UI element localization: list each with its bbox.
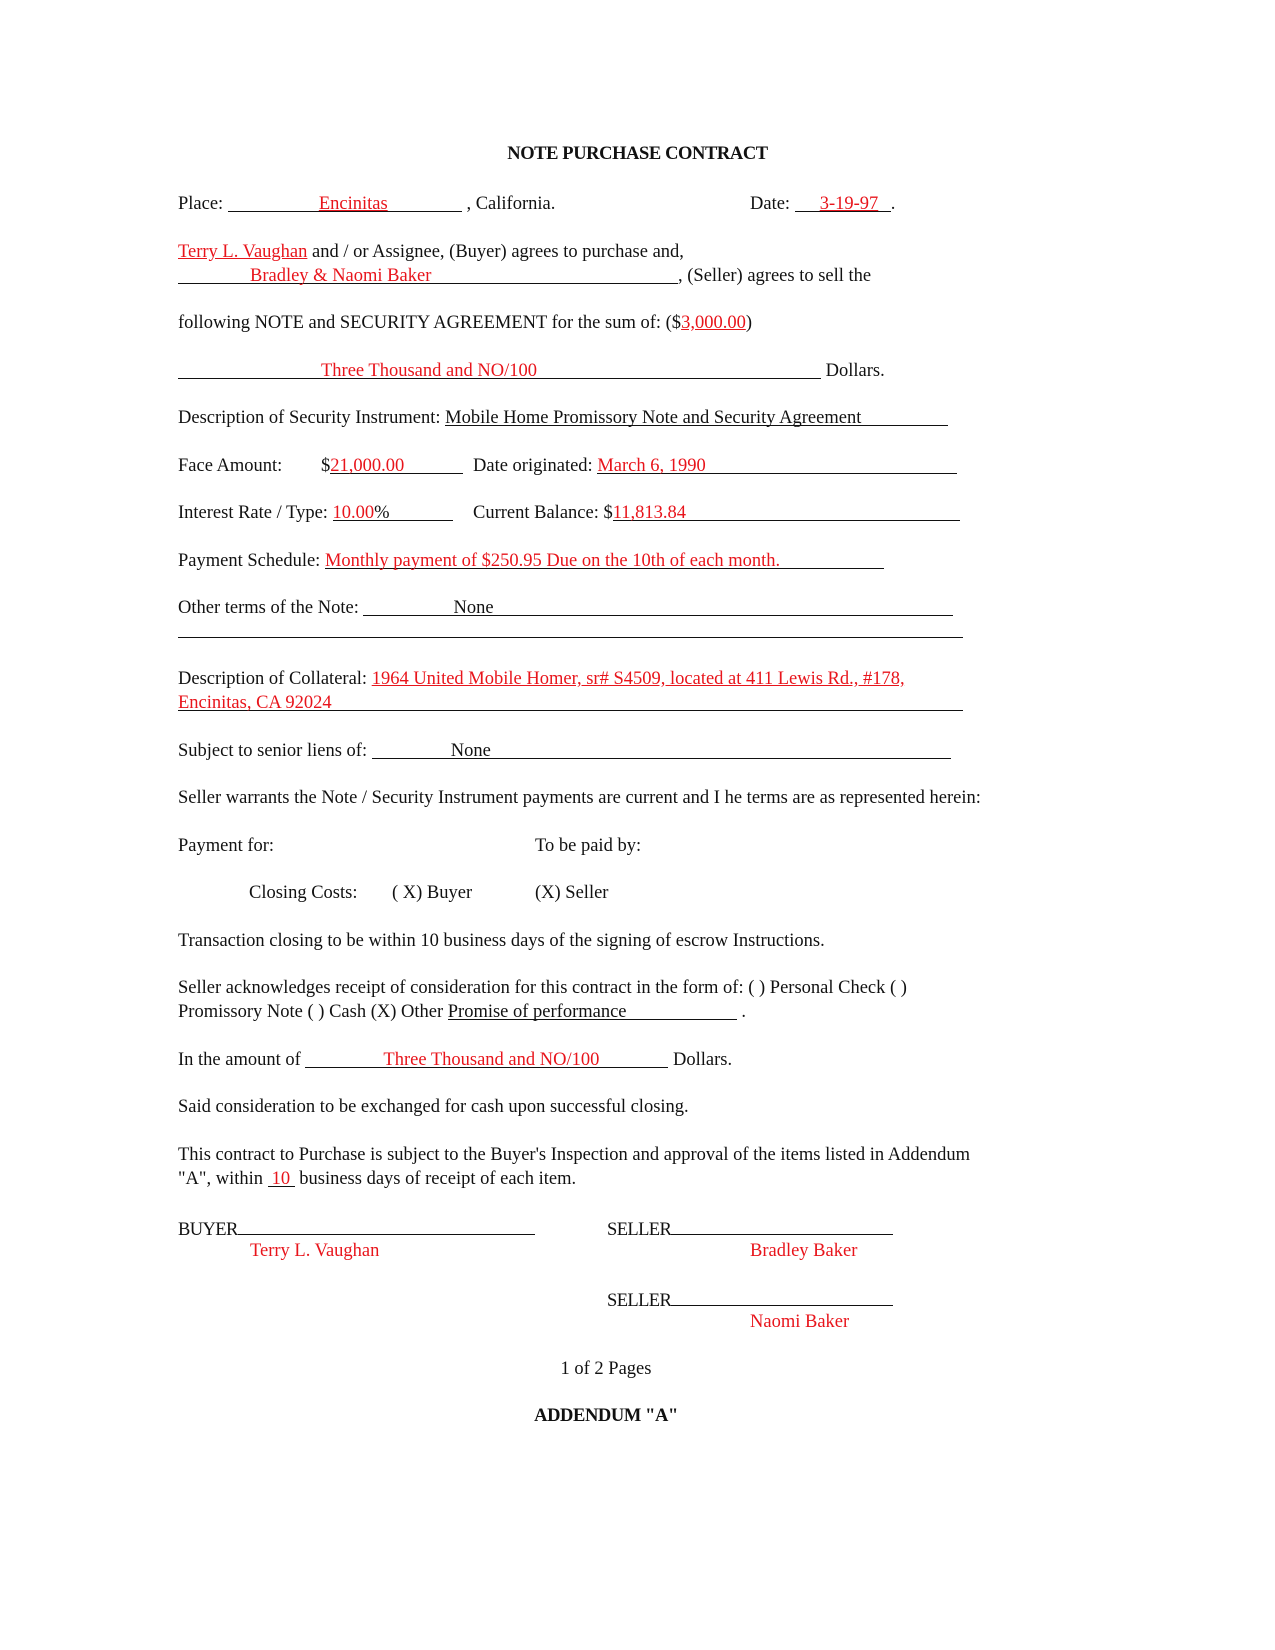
date-value: 3-19-97: [819, 194, 879, 214]
seller-clause: , (Seller) agrees to sell the: [678, 266, 872, 286]
inspection-days: 10: [271, 1169, 291, 1189]
liens-value: None: [450, 741, 491, 761]
place-value: Encinitas: [318, 194, 388, 214]
ack-line-1: Seller acknowledges receipt of consideration for this contract in the form of: ( ) Personal Check ( ): [178, 978, 907, 998]
closing-text: Transaction closing to be within 10 business days of the signing of escrow Instructions.: [178, 931, 825, 951]
buyer-sig-label: BUYER: [178, 1220, 238, 1240]
sum-value[interactable]: 3,000.00: [681, 313, 746, 333]
ack-other-field[interactable]: [448, 1001, 737, 1020]
balance-field[interactable]: [613, 502, 960, 521]
amount-value: Three Thousand and NO/100: [383, 1050, 600, 1070]
schedule-label: Payment Schedule:: [178, 551, 321, 571]
originated-row: [473, 455, 957, 477]
seller1-signature-row: [607, 1216, 893, 1241]
buyer-row: [178, 241, 684, 263]
ack-prefix: Promissory Note ( ) Cash (X) Other: [178, 1002, 444, 1022]
seller-row: [178, 265, 871, 287]
dollars-label: Dollars.: [825, 361, 885, 381]
date-field[interactable]: [795, 193, 891, 212]
collateral-row: [178, 668, 905, 690]
other-terms-row: [178, 597, 953, 619]
sum-words: Three Thousand and NO/100: [321, 361, 537, 381]
buyer-clause: and / or Assignee, (Buyer) agrees to purchase and,: [312, 242, 684, 262]
amount-field[interactable]: [305, 1049, 668, 1068]
collateral-line1[interactable]: 1964 United Mobile Homer, sr# S4509, located at 411 Lewis Rd., #178,: [371, 669, 905, 689]
collateral-line2: Encinitas, CA 92024: [178, 693, 332, 713]
warrant-text: Seller warrants the Note / Security Instrument payments are current and I he terms are as represented herein:: [178, 788, 981, 808]
seller1-sig-name: Bradley Baker: [750, 1241, 858, 1261]
security-row: [178, 407, 948, 429]
inspection-line-1: This contract to Purchase is subject to the Buyer's Inspection and approval of the items listed in Addendum: [178, 1145, 970, 1165]
place-row: [178, 193, 555, 215]
sum-row: [178, 312, 752, 334]
seller2-sig-name: Naomi Baker: [750, 1312, 850, 1332]
amount-label: In the amount of: [178, 1050, 301, 1070]
originated-value: March 6, 1990: [597, 456, 706, 476]
other-terms-field[interactable]: [363, 597, 953, 616]
addendum-title: ADDENDUM "A": [534, 1406, 678, 1426]
other-terms-second-line[interactable]: [178, 637, 963, 638]
security-field[interactable]: [445, 407, 948, 426]
sum-close: ): [745, 313, 752, 333]
interest-value: 10.00: [332, 503, 375, 523]
sum-text: following NOTE and SECURITY AGREEMENT for the sum of: ($: [178, 313, 682, 333]
originated-field[interactable]: [597, 455, 957, 474]
face-value: 21,000.00: [330, 456, 405, 476]
other-terms-value: None: [453, 598, 494, 618]
seller2-signature-row: [607, 1287, 893, 1312]
balance-label: Current Balance: $: [473, 503, 613, 523]
face-row: [178, 455, 282, 477]
sum-words-field[interactable]: [178, 360, 821, 379]
seller2-signature-line[interactable]: [671, 1287, 893, 1306]
place-label: Place:: [178, 194, 224, 214]
other-terms-label: Other terms of the Note:: [178, 598, 359, 618]
seller-field[interactable]: [178, 265, 678, 284]
inspection-line-2: [178, 1168, 576, 1190]
liens-row: [178, 740, 951, 762]
exchange-text: Said consideration to be exchanged for cash upon successful closing.: [178, 1097, 689, 1117]
date-label: Date:: [750, 194, 791, 214]
collateral-row-2: [178, 692, 963, 714]
schedule-value: Monthly payment of $250.95 Due on the 10th of each month.: [324, 551, 781, 571]
ack-suffix: .: [741, 1002, 746, 1022]
seller1-sig-label: SELLER: [607, 1220, 672, 1240]
inspection-days-field[interactable]: [268, 1168, 295, 1187]
sum-words-row: [178, 360, 885, 382]
payment-for-label: Payment for:: [178, 836, 275, 856]
buyer-signature-line[interactable]: [238, 1216, 535, 1235]
face-amount: [321, 455, 463, 477]
interest-field[interactable]: [333, 502, 453, 521]
originated-label: Date originated:: [473, 456, 593, 476]
seller-name: Bradley & Naomi Baker: [250, 266, 432, 286]
inspection-prefix: "A", within: [178, 1169, 263, 1189]
schedule-row: [178, 550, 884, 572]
collateral-field-2[interactable]: [178, 692, 963, 711]
liens-label: Subject to senior liens of:: [178, 741, 368, 761]
buyer-sig-name: Terry L. Vaughan: [250, 1241, 380, 1261]
place-field[interactable]: [228, 193, 462, 212]
page-footer: 1 of 2 Pages: [560, 1359, 652, 1379]
schedule-field[interactable]: [325, 550, 884, 569]
liens-field[interactable]: [372, 740, 951, 759]
buyer-signature-row: [178, 1216, 535, 1241]
amount-suffix: Dollars.: [673, 1050, 733, 1070]
interest-suffix: %: [374, 503, 390, 523]
date-row: [750, 193, 895, 215]
interest-row: [178, 502, 453, 524]
balance-row: [473, 502, 960, 524]
inspection-suffix: business days of receipt of each item.: [299, 1169, 577, 1189]
closing-costs-label: Closing Costs:: [249, 883, 358, 903]
place-suffix: , California.: [466, 194, 556, 214]
buyer-option[interactable]: ( X) Buyer: [392, 883, 473, 903]
security-value: Mobile Home Promissory Note and Security Agreement: [445, 408, 862, 428]
seller1-signature-line[interactable]: [671, 1216, 893, 1235]
amount-row: [178, 1049, 732, 1071]
ack-other-value: Promise of performance: [447, 1002, 627, 1022]
security-label: Description of Security Instrument:: [178, 408, 441, 428]
balance-value: 11,813.84: [612, 503, 687, 523]
page-title: NOTE PURCHASE CONTRACT: [507, 144, 768, 164]
interest-label: Interest Rate / Type:: [178, 503, 328, 523]
seller-option[interactable]: (X) Seller: [535, 883, 609, 903]
face-prefix: $: [321, 456, 331, 476]
ack-line-2: [178, 1001, 746, 1023]
seller2-sig-label: SELLER: [607, 1291, 672, 1311]
collateral-label: Description of Collateral:: [178, 669, 368, 689]
face-field[interactable]: [330, 455, 463, 474]
face-label: Face Amount:: [178, 456, 283, 476]
paid-by-label: To be paid by:: [535, 836, 642, 856]
date-suffix: .: [890, 194, 896, 214]
buyer-name: Terry L. Vaughan: [178, 242, 308, 262]
